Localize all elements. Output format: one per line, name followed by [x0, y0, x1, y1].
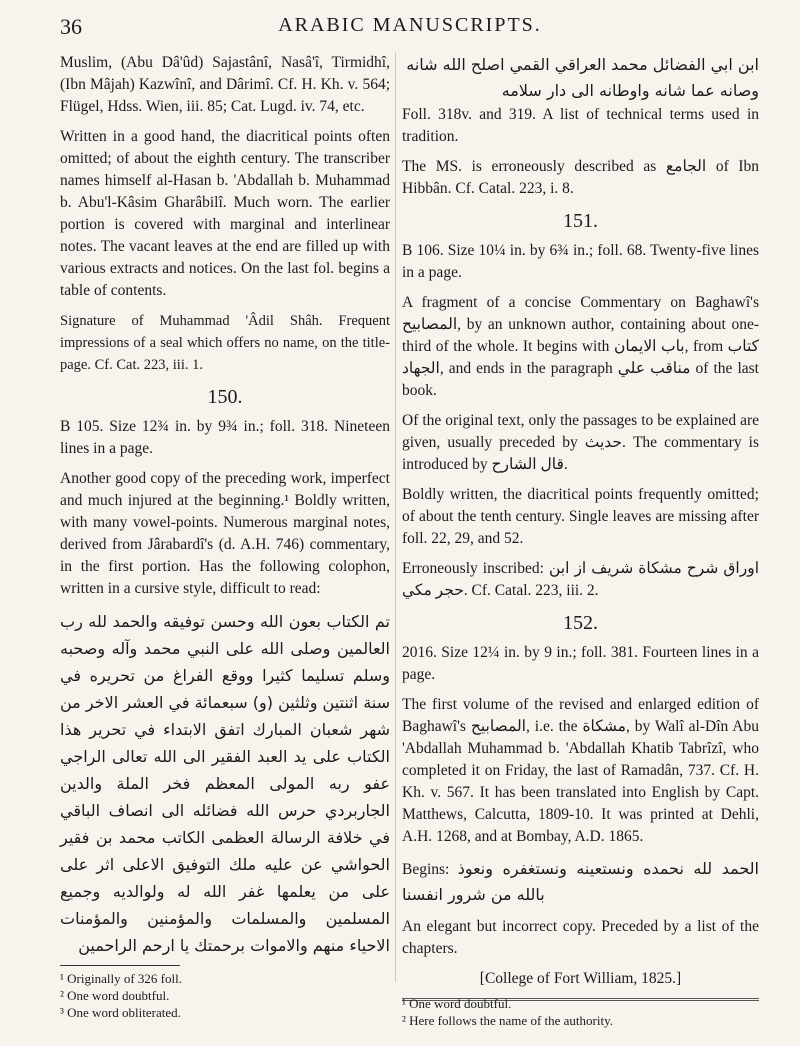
page-header	[60, 10, 760, 40]
footnote-rule	[60, 965, 180, 966]
entry-151-description: B 106. Size 10¼ in. by 6¾ in.; foll. 68. Twenty-five lines in a page.	[402, 242, 759, 281]
entry-152-copy-note: An elegant but incorrect copy. Preceded by a list of the chapters.	[402, 918, 759, 957]
entry-151-inscription: Erroneously inscribed: اوراق شرح مشكاة شريف از ابن حجر مكي. Cf. Catal. 223, iii. 2.	[402, 560, 760, 599]
footnote-1: ¹ Originally of 326 foll.	[60, 971, 182, 986]
arabic-colophon: تم الكتاب بعون الله وحسن توفيقه والحمد لله رب العالمين وصلى الله على النبي محمد وآله وصحبه وسلم تسليما كثيرا ووقع الفراغ من تحريره في سنة اثنتين وثلثين (و) سبعمائة في العشر الاخر من شهر شعبان المبارك اتفق الابتداء في تحرير هذا الكتاب على يد العبد الفقير الى الله تعالى الراجي عفو ربه المولى المعظم فخر الملة والدين الجاربردي حرس الله فضائله الى انصاف الباقي في خلافة الرسالة العظمى الكاتب محمد بن فقير الحواشي عن عليه ملك التوفيق الاعلى اثر على على من يعلمها غفر الله له ولوالديه وجميع المسلمين والمسلمات والمؤمنين والمؤمنات الاحياء منهم والاموات برحمتك يا ارحم الراحمين	[60, 612, 390, 955]
entry-150-notes: Another good copy of the preceding work, imperfect and much injured at the beginning.¹ Boldly written, with many vowel-points. Numerous marginal notes, derived from Jârabardî's (d. A.H. 746) commentary, in the first portion. Has the following colophon, written in a cursive style, difficult to read:	[60, 470, 390, 597]
running-title: ARABIC MANUSCRIPTS.	[278, 14, 542, 36]
entry-152-begins	[402, 856, 759, 908]
entry-152-content: The first volume of the revised and enlarged edition of Baghawî's المصابيح, i.e. the مشكاة, by Walî al-Dîn Abu 'Abdallah Muhammad b. 'Abdallah Khatib Tabrîzî, who completed it on Friday, the last of Ramadân, 737. Cf. H. Kh. v. 567. It has been translated into English by Capt. Matthews, Calcutta, 1809-10. It was printed at Dehli, A.H. 1268, and at Bombay, A.D. 1865.	[402, 696, 759, 845]
left-paragraph-3: Signature of Muhammad 'Âdil Shâh. Frequent impressions of a seal which offers no name, on the title-page. Cf. Cat. 223, iii. 1.	[60, 313, 390, 373]
right-paragraph-2: The MS. is erroneously described as الجامع of Ibn Hibbân. Cf. Catal. 223, i. 8.	[402, 158, 760, 197]
column-divider	[395, 52, 396, 982]
footnote-right-1: ¹ One word doubtful.	[402, 996, 512, 1011]
footnote-right-2: ² Here follows the name of the authority.	[402, 1013, 613, 1028]
arabic-title-continuation: ابن ابي الفضائل محمد العراقي القمي اصلح الله شانه وصانه عما شانه واوطانه الى دار سلامه	[406, 55, 759, 100]
left-paragraph-2: Written in a good hand, the diacritical points often omitted; of about the eighth century. The transcriber names himself al-Hasan b. 'Abdallah b. Muhammad b. Abu'l-Kâsim Gharâbilî. Much worn. The earlier portion is covered with marginal and interlinear notes. The vacant leaves at the end are filled up with various extracts and notices. On the last fol. begins a table of contents.	[60, 128, 390, 299]
begins-label: Begins:	[402, 861, 450, 878]
footnote-2: ² One word doubtful.	[60, 988, 170, 1003]
entry-number-151: 151.	[563, 210, 598, 232]
provenance: [College of Fort William, 1825.]	[479, 970, 682, 987]
page-number: 36	[60, 14, 82, 39]
entry-151-condition: Boldly written, the diacritical points frequently omitted; of about the tenth century. Single leaves are missing after foll. 22, 29, and 52.	[402, 486, 759, 547]
right-column	[402, 52, 759, 1009]
entry-number-150: 150.	[207, 386, 243, 408]
right-footnotes	[402, 995, 759, 1029]
entry-150-description: B 105. Size 12¾ in. by 9¾ in.; foll. 318. Nineteen lines in a page.	[60, 418, 390, 457]
entry-151-content: A fragment of a concise Commentary on Baghawî's المصابيح, by an unknown author, containing about one-third of the whole. It begins with باب الايمان, from كتاب الجهاد, and ends in the paragraph مناقب علي of the last book.	[402, 294, 760, 399]
entry-number-152: 152.	[563, 612, 598, 634]
begins-arabic: الحمد لله نحمده ونستعينه ونستغفره ونعوذ بالله من شرور انفسنا	[402, 859, 759, 904]
left-footnotes	[60, 965, 390, 1021]
left-paragraph-1: Muslim, (Abu Dâ'ûd) Sajastânî, Nasâ'î, Tirmidhî, (Ibn Mâjah) Kazwînî, and Dârimî. Cf. H. Kh. v. 564; Flügel, Hdss. Wien, iii. 85; Cat. Lugd. iv. 74, etc.	[60, 54, 390, 115]
entry-152-description: 2016. Size 12¼ in. by 9 in.; foll. 381. Fourteen lines in a page.	[402, 644, 759, 683]
left-column	[60, 52, 390, 965]
entry-151-text-notes: Of the original text, only the passages to be explained are given, usually preceded by حديث. The commentary is introduced by قال الشارح.	[402, 412, 759, 473]
right-paragraph-1: Foll. 318v. and 319. A list of technical terms used in tradition.	[402, 106, 759, 145]
footnote-3: ³ One word obliterated.	[60, 1005, 181, 1020]
